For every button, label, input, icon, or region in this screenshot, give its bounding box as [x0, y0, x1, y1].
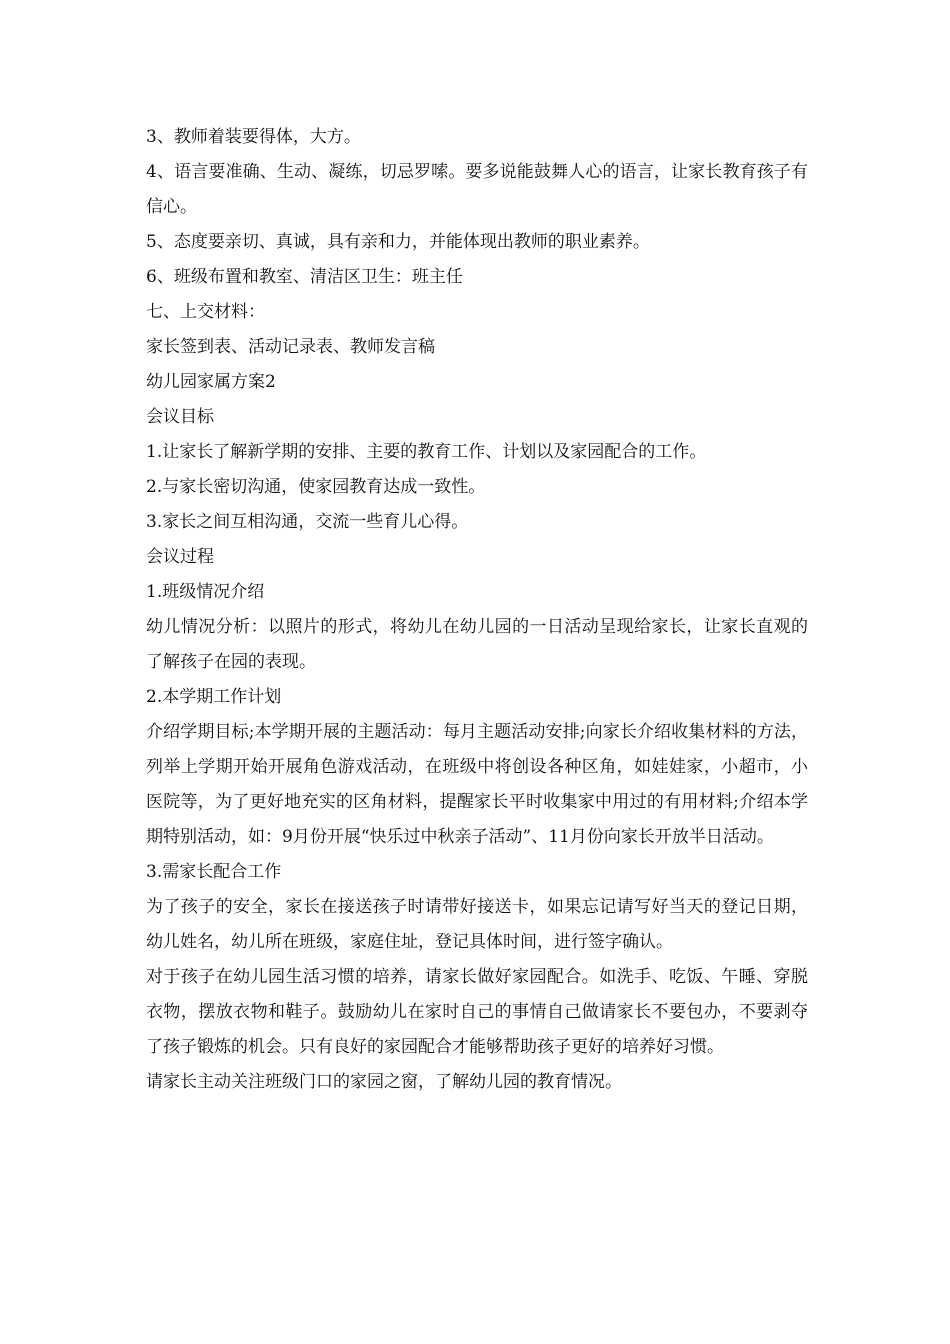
paragraph-home-window: 请家长主动关注班级门口的家园之窗，了解幼儿园的教育情况。 [146, 1072, 622, 1092]
goal-item-1: 1.让家长了解新学期的安排、主要的教育工作、计划以及家园配合的工作。 [146, 442, 707, 462]
paragraph-safety: 为了孩子的安全，家长在接送孩子时请带好接送卡，如果忘记请写好当天的登记日期，幼儿姓名，幼儿所在班级，家庭住址，登记具体时间，进行签字确认。 [146, 897, 808, 952]
paragraph-child-analysis: 幼儿情况分析：以照片的形式，将幼儿在幼儿园的一日活动呈现给家长，让家长直观的了解孩子在园的表现。 [146, 617, 808, 672]
section-heading-process: 会议过程 [146, 547, 214, 567]
paragraph-dress-code: 3、教师着装要得体，大方。 [146, 127, 361, 147]
section-heading-goals: 会议目标 [146, 407, 214, 427]
plan-title: 幼儿园家属方案2 [146, 372, 276, 392]
process-heading-class-intro: 1.班级情况介绍 [146, 582, 265, 602]
goal-item-3: 3.家长之间互相沟通，交流一些育儿心得。 [146, 512, 469, 532]
paragraph-work-plan: 介绍学期目标;本学期开展的主题活动：每月主题活动安排;向家长介绍收集材料的方法，列举上学期开始开展角色游戏活动，在班级中将创设各种区角，如娃娃家，小超市，小医院等，为了更好地充实的区角材料，提醒家长平时收集家中用过的有用材料;介绍本学期特别活动，如：9月份开展“快乐过中秋亲子活动”、11月份向家长开放半日活动。 [146, 722, 808, 847]
paragraph-materials-list: 家长签到表、活动记录表、教师发言稿 [146, 337, 435, 357]
paragraph-attitude: 5、态度要亲切、真诚，具有亲和力，并能体现出教师的职业素养。 [146, 232, 650, 252]
paragraph-habits: 对于孩子在幼儿园生活习惯的培养，请家长做好家园配合。如洗手、吃饭、午睡、穿脱衣物，摆放衣物和鞋子。鼓励幼儿在家时自己的事情自己做请家长不要包办，不要剥夺了孩子锻炼的机会。只有良好的家园配合才能够帮助孩子更好的培养好习惯。 [146, 967, 808, 1057]
goal-item-2: 2.与家长密切沟通，使家园教育达成一致性。 [146, 477, 486, 497]
process-heading-work-plan: 2.本学期工作计划 [146, 687, 282, 707]
paragraph-classroom-layout: 6、班级布置和教室、清洁区卫生：班主任 [146, 267, 463, 287]
section-heading-materials: 七、上交材料： [146, 302, 265, 322]
document-body [146, 120, 808, 1100]
paragraph-language: 4、语言要准确、生动、凝练，切忌罗嗦。要多说能鼓舞人心的语言，让家长教育孩子有信心。 [146, 162, 808, 217]
process-heading-parent-cooperation: 3.需家长配合工作 [146, 862, 282, 882]
